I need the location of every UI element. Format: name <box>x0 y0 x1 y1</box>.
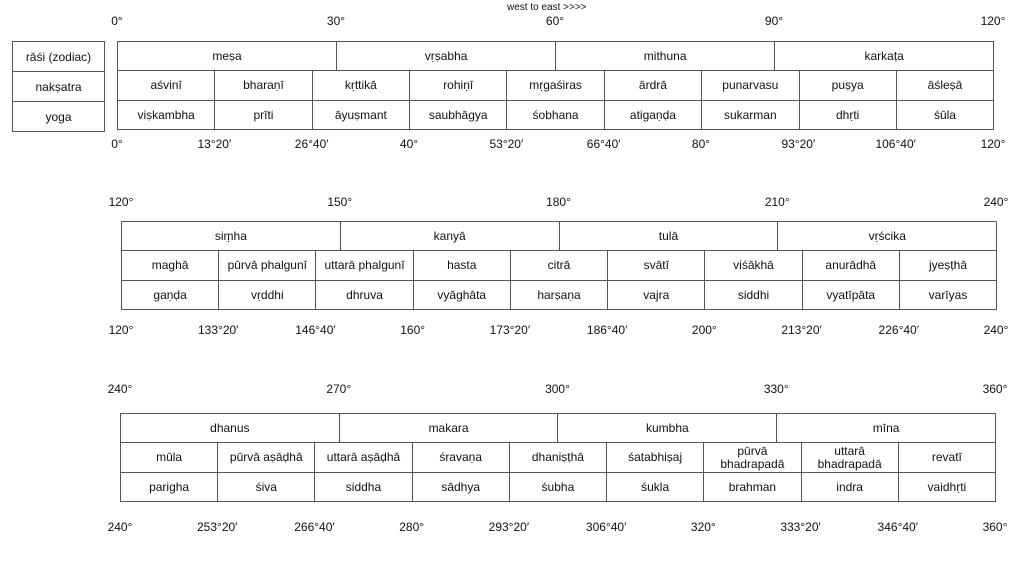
naksatra-cell: citrā <box>510 251 607 281</box>
bottom-degree-tick: 26°40′ <box>294 137 329 151</box>
naksatra-cell: hasta <box>413 251 510 281</box>
naksatra-cell: maghā <box>122 251 219 281</box>
yoga-cell: vṛddhi <box>219 281 316 310</box>
yoga-cell: siddha <box>315 473 412 502</box>
yoga-cell: śūla <box>896 101 993 130</box>
bottom-degree-tick: 240° <box>983 323 1009 337</box>
bottom-degree-tick: 293°20′ <box>488 520 530 534</box>
yoga-cell: vaidhṛti <box>898 473 995 502</box>
naksatra-cell: ārdrā <box>604 71 701 101</box>
yoga-cell: varīyas <box>899 281 996 310</box>
bottom-degree-tick: 106°40′ <box>875 137 916 151</box>
bottom-degree-tick: 53°20′ <box>489 137 524 151</box>
yoga-cell: śiva <box>218 473 315 502</box>
yoga-cell: brahman <box>704 473 801 502</box>
naksatra-cell: bharaṇī <box>215 71 312 101</box>
row-labels-table <box>12 41 105 132</box>
rasi-cell: vṛṣabha <box>337 42 556 71</box>
rasi-cell: kumbha <box>558 414 777 443</box>
naksatra-cell: pūrvā bhadrapadā <box>704 443 801 473</box>
naksatra-cell: uttarā aṣāḍhā <box>315 443 412 473</box>
naksatra-cell: śatabhiṣaj <box>607 443 704 473</box>
naksatra-cell: pūrvā aṣāḍhā <box>218 443 315 473</box>
yoga-cell: śubha <box>509 473 606 502</box>
naksatra-cell: aśvinī <box>118 71 215 101</box>
bottom-degree-tick: 213°20′ <box>781 323 822 337</box>
top-degree-tick: 300° <box>545 382 570 396</box>
row-label-rasi: rāśi (zodiac) <box>13 42 105 72</box>
zodiac-grid <box>117 41 994 130</box>
naksatra-cell: jyeṣṭhā <box>899 251 996 281</box>
yoga-cell: śobhana <box>507 101 604 130</box>
bottom-degree-tick: 66°40′ <box>586 137 621 151</box>
bottom-degree-tick: 253°20′ <box>197 520 238 534</box>
naksatra-cell: punarvasu <box>702 71 799 101</box>
naksatra-cell: mṛgaśiras <box>507 71 604 101</box>
bottom-degree-tick: 346°40′ <box>877 520 918 534</box>
naksatra-cell: uttarā phalgunī <box>316 251 413 281</box>
yoga-cell: siddhi <box>705 281 802 310</box>
top-degree-tick: 360° <box>982 382 1008 396</box>
top-degree-tick: 90° <box>764 14 784 28</box>
yoga-cell: dhṛti <box>799 101 896 130</box>
top-degree-tick: 120° <box>980 14 1006 28</box>
yoga-cell: āyuṣmant <box>312 101 409 130</box>
bottom-degree-tick: 120° <box>108 323 134 337</box>
naksatra-cell: dhaniṣṭhā <box>509 443 606 473</box>
row-label-yoga: yoga <box>13 102 105 132</box>
rasi-cell: vṛścika <box>778 222 997 251</box>
bottom-degree-tick: 93°20′ <box>781 137 816 151</box>
rasi-cell: makara <box>339 414 558 443</box>
naksatra-cell: puṣya <box>799 71 896 101</box>
yoga-cell: sādhya <box>412 473 509 502</box>
naksatra-cell: uttarā bhadrapadā <box>801 443 898 473</box>
top-degree-tick: 270° <box>326 382 352 396</box>
bottom-degree-tick: 173°20′ <box>489 323 531 337</box>
rasi-cell: tulā <box>559 222 778 251</box>
top-degree-tick: 60° <box>545 14 565 28</box>
bottom-degree-tick: 280° <box>399 520 425 534</box>
bottom-degree-tick: 240° <box>107 520 133 534</box>
bottom-degree-tick: 226°40′ <box>878 323 919 337</box>
bottom-degree-tick: 360° <box>982 520 1008 534</box>
yoga-cell: vyatīpāta <box>802 281 899 310</box>
top-degree-tick: 330° <box>763 382 789 396</box>
rasi-cell: mithuna <box>556 42 775 71</box>
naksatra-cell: āśleṣā <box>896 71 993 101</box>
top-degree-tick: 150° <box>327 195 353 209</box>
naksatra-cell: śravaṇa <box>412 443 509 473</box>
rasi-cell: siṃha <box>122 222 341 251</box>
top-degree-tick: 30° <box>326 14 346 28</box>
bottom-degree-tick: 40° <box>399 137 419 151</box>
bottom-degree-tick: 333°20′ <box>780 520 821 534</box>
top-degree-tick: 210° <box>764 195 790 209</box>
bottom-degree-tick: 120° <box>980 137 1006 151</box>
bottom-degree-tick: 133°20′ <box>198 323 239 337</box>
yoga-cell: parigha <box>121 473 218 502</box>
zodiac-grid <box>121 221 997 310</box>
bottom-degree-tick: 13°20′ <box>197 137 232 151</box>
yoga-cell: atigaṇḍa <box>604 101 701 130</box>
top-degree-tick: 0° <box>111 14 123 28</box>
bottom-degree-tick: 0° <box>111 137 123 151</box>
bottom-degree-tick: 200° <box>691 323 717 337</box>
naksatra-cell: kṛttikā <box>312 71 409 101</box>
zodiac-grid <box>120 413 996 502</box>
top-degree-tick: 240° <box>107 382 133 396</box>
bottom-degree-tick: 266°40′ <box>294 520 335 534</box>
top-degree-tick: 120° <box>108 195 134 209</box>
yoga-cell: gaṇḍa <box>122 281 219 310</box>
bottom-degree-tick: 320° <box>690 520 716 534</box>
direction-caption: west to east >>>> <box>507 2 587 13</box>
naksatra-cell: anurādhā <box>802 251 899 281</box>
rasi-cell: meṣa <box>118 42 337 71</box>
naksatra-cell: mūla <box>121 443 218 473</box>
rasi-cell: dhanus <box>121 414 340 443</box>
rasi-cell: kanyā <box>340 222 559 251</box>
bottom-degree-tick: 146°40′ <box>295 323 336 337</box>
yoga-cell: sukarman <box>702 101 799 130</box>
naksatra-cell: rohiṇī <box>410 71 507 101</box>
rasi-cell: karkaṭa <box>775 42 994 71</box>
yoga-cell: harṣaṇa <box>510 281 607 310</box>
yoga-cell: indra <box>801 473 898 502</box>
naksatra-cell: svātī <box>608 251 705 281</box>
bottom-degree-tick: 80° <box>691 137 711 151</box>
rasi-cell: mīna <box>777 414 996 443</box>
naksatra-cell: revatī <box>898 443 995 473</box>
row-label-naksatra: nakṣatra <box>13 72 105 102</box>
naksatra-cell: pūrvā phalgunī <box>219 251 316 281</box>
yoga-cell: vajra <box>608 281 705 310</box>
bottom-degree-tick: 186°40′ <box>586 323 628 337</box>
naksatra-cell: viśākhā <box>705 251 802 281</box>
bottom-degree-tick: 306°40′ <box>585 520 627 534</box>
top-degree-tick: 180° <box>546 195 571 209</box>
bottom-degree-tick: 160° <box>400 323 426 337</box>
top-degree-tick: 240° <box>983 195 1009 209</box>
yoga-cell: vyāghāta <box>413 281 510 310</box>
yoga-cell: śukla <box>607 473 704 502</box>
yoga-cell: dhruva <box>316 281 413 310</box>
yoga-cell: prīti <box>215 101 312 130</box>
yoga-cell: saubhāgya <box>410 101 507 130</box>
yoga-cell: viṣkambha <box>118 101 215 130</box>
